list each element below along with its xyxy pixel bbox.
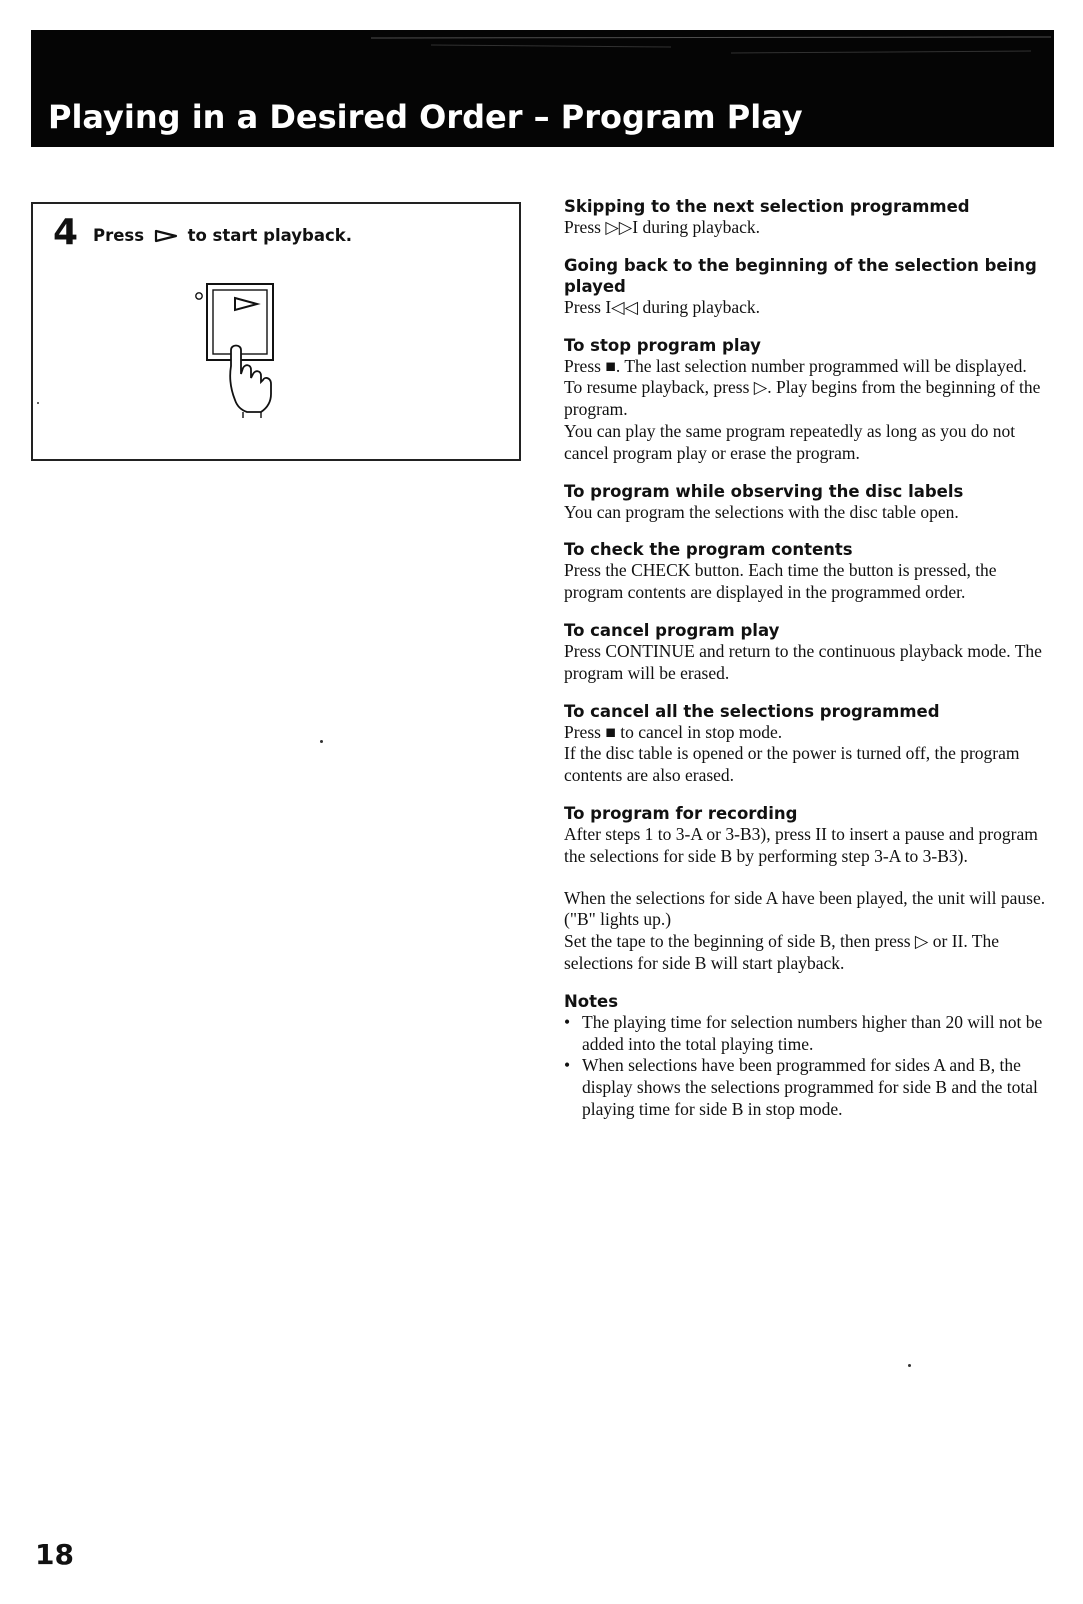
followup-line: When the selections for side A have been played, the unit will pause. ("B" lights up.) [564, 887, 1046, 930]
note-item: • The playing time for selection numbers higher than 20 will not be added into the total playing time. [582, 1012, 1054, 1056]
page-number: 18 [35, 1538, 74, 1571]
section-line: Press the CHECK button. Each time the button is pressed, the program contents are displayed in the programmed order. [564, 560, 997, 603]
play-button-press-illustration [191, 282, 311, 422]
section-line: Press ■. The last selection number programmed will be displayed. [564, 355, 1027, 376]
section-heading: Going back to the beginning of the selection being played [564, 255, 1037, 296]
section-skip-next [564, 196, 1054, 239]
followup-line: Set the tape to the beginning of side B, then press ▷ or II. The selections for side B will start playback. [564, 931, 999, 973]
scan-speck [908, 1364, 911, 1367]
header-bar [31, 30, 1054, 147]
section-line: You can program the selections with the disc table open. [564, 501, 959, 522]
step-number: 4 [53, 212, 79, 253]
scan-speck [37, 402, 39, 404]
section-line: After steps 1 to 3-A or 3-B3), press II to insert a pause and program the selections for side B by performing step 3-A to 3-B3). [564, 823, 1038, 866]
section-heading: To stop program play [564, 335, 761, 355]
section-program-recording [564, 803, 1054, 868]
section-heading: To cancel all the selections programmed [564, 701, 940, 721]
section-line: Press I◁◁ during playback. [564, 296, 761, 317]
note-item: • When selections have been programmed for sides A and B, the display shows the selections programmed for side B and the total playing time for side B in stop mode. [582, 1055, 1054, 1120]
section-line: Press ▷▷I during playback. [564, 217, 761, 237]
section-heading: To program while observing the disc labels [564, 481, 964, 501]
notes-section [564, 991, 1054, 1121]
play-icon [154, 229, 178, 243]
section-line: To resume playback, press ▷. Play begins from the beginning of the program. [564, 377, 1041, 420]
section-check-contents [564, 539, 1054, 604]
page-title: Playing in a Desired Order – Program Play [48, 98, 803, 136]
step-text-after: to start playback. [187, 226, 352, 245]
section-cancel-all [564, 701, 1054, 787]
section-go-back [564, 255, 1054, 319]
section-stop-program [564, 335, 1054, 465]
step-instruction [93, 226, 352, 245]
section-heading: To program for recording [564, 803, 798, 823]
notes-list [564, 1012, 1054, 1121]
notes-heading: Notes [564, 991, 619, 1011]
step-4-box [31, 202, 521, 461]
scan-noise-decoration [371, 35, 1051, 65]
section-line: If the disc table is opened or the power is turned off, the program contents are also erased. [564, 743, 1020, 786]
section-heading: To check the program contents [564, 540, 853, 560]
section-disc-labels [564, 481, 1054, 524]
right-column [564, 196, 1054, 1137]
section-line: Press CONTINUE and return to the continuous playback mode. The program will be erased. [564, 640, 1042, 683]
section-heading: Skipping to the next selection programmed [564, 197, 970, 216]
section-heading: To cancel program play [564, 620, 780, 640]
section-recording-followup [564, 888, 1054, 975]
scan-speck [320, 740, 323, 743]
section-line: You can play the same program repeatedly as long as you do not cancel program play or erase the program. [564, 420, 1016, 463]
step-text-before: Press [93, 226, 145, 245]
section-cancel-program [564, 620, 1054, 685]
section-line: Press ■ to cancel in stop mode. [564, 721, 783, 742]
